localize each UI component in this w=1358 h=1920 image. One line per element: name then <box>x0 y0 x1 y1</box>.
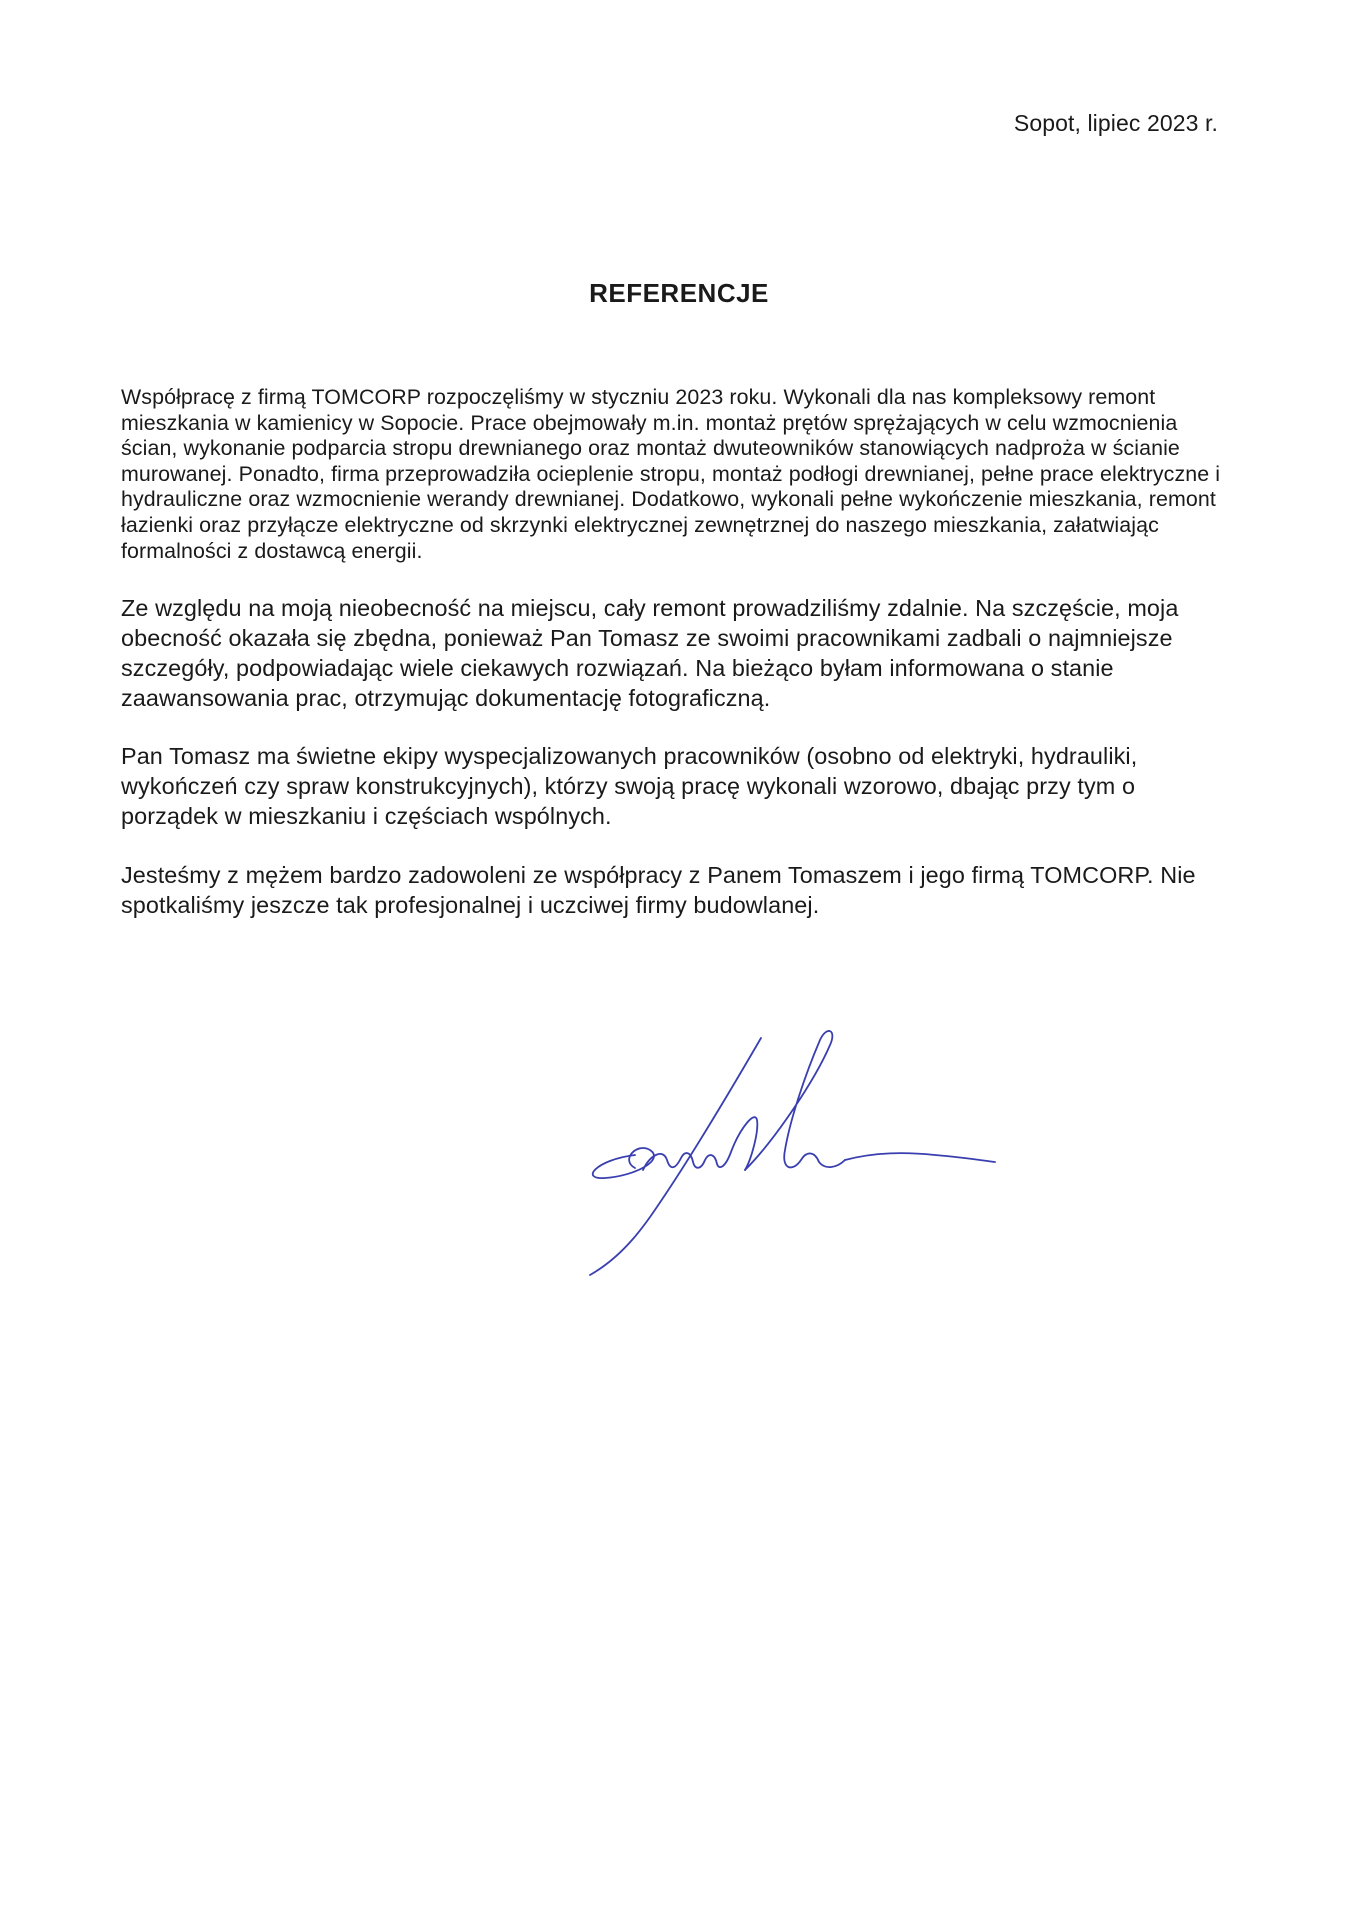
paragraph-summary: Jesteśmy z mężem bardzo zadowoleni ze współpracy z Panem Tomaszem i jego firmą TOMCORP. Nie spotkaliśmy jeszcze tak profesjonalnej i uczciwej firmy budowlanej. <box>121 861 1196 918</box>
paragraph-remote-management: Ze względu na moją nieobecność na miejscu, cały remont prowadziliśmy zdalnie. Na szczęście, moja obecność okazała się zbędna, ponieważ Pan Tomasz ze swoimi pracownikami zadbali o najmniejsze szczegóły, podpowiadając wiele ciekawych rozwiązań. Na bieżąco byłam informowana o stanie zaawansowania prac, otrzymując dokumentację fotograficzną. <box>121 595 1179 711</box>
handwritten-signature <box>575 1020 1065 1290</box>
signature-letters <box>643 1117 757 1170</box>
signature-initial-loop <box>593 1148 654 1178</box>
letter-title: REFERENCJE <box>589 278 769 308</box>
paragraph-scope-of-work: Współpracę z firmą TOMCORP rozpoczęliśmy w styczniu 2023 roku. Wykonali dla nas kompleksowy remont mieszkania w kamienicy w Sopocie. Prace obejmowały m.in. montaż prętów sprężających w celu wzmocnienia ścian, wykonanie podparcia stropu drewnianego oraz montaż dwuteowników stanowiących nadproża w ścianie murowanej. Ponadto, firma przeprowadziła ocieplenie stropu, montaż podłogi drewnianej, pełne prace elektryczne i hydrauliczne oraz wzmocnienie werandy drewnianej. Dodatkowo, wykonali pełne wykończenie mieszkania, remont łazienki oraz przyłącze elektryczne od skrzynki elektrycznej zewnętrznej do naszego mieszkania, załatwiając formalności z dostawcą energii. <box>121 385 1221 563</box>
place-date: Sopot, lipiec 2023 r. <box>1013 110 1218 136</box>
letter-body <box>121 385 1231 920</box>
signature-tall-loop <box>745 1031 845 1170</box>
signature-main-stroke <box>590 1038 761 1275</box>
signature-underline <box>845 1153 995 1162</box>
paragraph-team: Pan Tomasz ma świetne ekipy wyspecjalizowanych pracowników (osobno od elektryki, hydrauliki, wykończeń czy spraw konstrukcyjnych), którzy swoją pracę wykonali wzorowo, dbając przy tym o porządek w mieszkaniu i częściach wspólnych. <box>121 743 1138 829</box>
